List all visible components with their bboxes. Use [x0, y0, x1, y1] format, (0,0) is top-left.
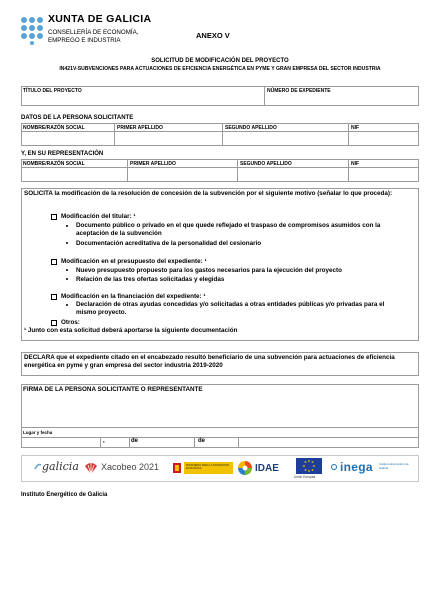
- rep-surname1-field[interactable]: [128, 168, 236, 181]
- rep-col-name: NOMBRE/RAZÓN SOCIAL: [23, 161, 85, 167]
- rep-col-surname1: PRIMER APELLIDO: [130, 161, 176, 167]
- applicant-col-surname1: PRIMER APELLIDO: [117, 125, 163, 131]
- bullet: [66, 242, 68, 244]
- ministerio-text: MINISTERIO PARA LA TRANSICIÓN ECOLÓGICA: [186, 464, 229, 470]
- applicant-col-nif: NIF: [351, 125, 360, 131]
- rep-name-field[interactable]: [22, 168, 126, 181]
- project-title-field[interactable]: [22, 95, 263, 105]
- applicant-nif-field[interactable]: [349, 132, 418, 145]
- eu-logo: [294, 458, 326, 480]
- applicant-col-surname2: SEGUNDO APELLIDO: [225, 125, 277, 131]
- date-comma: ,: [103, 438, 105, 444]
- xunta-emblem-icon: [19, 15, 45, 45]
- option-titular-label: Modificación del titular: ¹: [61, 213, 136, 220]
- option-budget-label: Modificación en el presupuesto del expediente: ¹: [61, 258, 207, 265]
- file-number-label: NÚMERO DE EXPEDIENTE: [267, 88, 331, 94]
- option-budget-bullet-2: Relación de las tres ofertas solicitadas y elegidas: [76, 276, 225, 283]
- applicant-name-field[interactable]: [22, 132, 113, 145]
- idae-wordmark: IDAE: [255, 463, 279, 474]
- rep-surname2-field[interactable]: [238, 168, 347, 181]
- bullet: [66, 278, 68, 280]
- option-budget-bullet-1: Nuevo presupuesto propuesto para los gastos necesarios para la ejecución del proyecto: [76, 267, 342, 274]
- bullet: [66, 269, 68, 271]
- declaration-text: [24, 354, 416, 370]
- form-title: SOLICITUD DE MODIFICACIÓN DEL PROYECTO: [151, 58, 289, 64]
- signature-area[interactable]: [22, 395, 418, 425]
- option-titular-checkbox[interactable]: [51, 214, 57, 220]
- option-financing-label: Modificación en la financiación del expediente: ¹: [61, 293, 206, 300]
- date-de-2: de: [198, 438, 206, 444]
- idae-logo: [237, 460, 279, 476]
- xunta-name: XUNTA DE GALICIA: [48, 13, 152, 25]
- representative-heading: Y, EN SU REPRESENTACIÓN: [21, 151, 104, 157]
- anexo-label: ANEXO V: [196, 31, 230, 40]
- scallop-shell-icon: [84, 461, 98, 475]
- signature-heading: FIRMA DE LA PERSONA SOLICITANTE O REPRESENTANTE: [23, 386, 203, 393]
- day-field[interactable]: [107, 438, 130, 447]
- ministerio-logo: [172, 461, 234, 475]
- place-field[interactable]: [22, 438, 101, 447]
- option-other-label: Otros:: [61, 319, 80, 326]
- inega-wordmark: inega: [340, 460, 373, 474]
- request-intro-bold: SOLICITA: [24, 190, 53, 197]
- galicia-swoosh-icon: [34, 463, 42, 471]
- declaration-bold: DECLARA: [24, 354, 55, 361]
- applicant-col-name: NOMBRE/RAZÓN SOCIAL: [23, 125, 85, 131]
- request-footnote: ¹ Junto con esta solicitud deberá aportarse la siguiente documentación: [24, 327, 238, 334]
- galicia-logo: [34, 460, 80, 476]
- spain-coat-of-arms-icon: [172, 462, 182, 474]
- idae-flower-icon: [237, 460, 253, 476]
- option-titular-bullet-1: Documento público o privado en el que quede reflejado el traspaso de compromisos asumidos con la aceptación de la subvención: [76, 222, 381, 237]
- declaration-body: que el expediente citado en el encabezado resultó beneficiario de una subvención para actuaciones de eficiencia energética en pyme y gran empresa del sector industria 2019-2020: [24, 354, 395, 369]
- footer-institute: Instituto Energético de Galicia: [21, 492, 108, 498]
- bullet: [66, 225, 68, 227]
- xunta-logo: [19, 12, 159, 50]
- eu-stars-icon: [296, 458, 322, 474]
- conselleria-line-2: EMPREGO E INDUSTRIA: [48, 37, 121, 44]
- place-date-label: Lugar y fecha: [23, 430, 53, 435]
- bullet: [66, 304, 68, 306]
- xacobeo-logo: [84, 460, 164, 476]
- project-title-label: TÍTULO DEL PROYECTO: [23, 88, 82, 94]
- rep-col-nif: NIF: [351, 161, 360, 167]
- date-de-1: de: [131, 438, 139, 444]
- option-other-checkbox[interactable]: [51, 320, 57, 326]
- option-other-field[interactable]: [86, 318, 406, 326]
- request-intro: [24, 190, 414, 198]
- applicant-surname1-field[interactable]: [115, 132, 221, 145]
- file-number-field[interactable]: [266, 95, 418, 105]
- request-intro-text: la modificación de la resolución de concesión de la subvención por el siguiente motivo (señalar lo que proceda):: [52, 190, 393, 197]
- option-titular-bullet-2: Documentación acreditativa de la personalidad del cesionario: [76, 240, 262, 247]
- month-field[interactable]: [142, 438, 195, 447]
- inega-subtitle: Instituto Enerxético de Galicia: [379, 462, 409, 470]
- inega-dot-icon: [331, 464, 337, 470]
- galicia-wordmark: galicia: [42, 460, 79, 473]
- applicant-heading: DATOS DE LA PERSONA SOLICITANTE: [21, 115, 134, 121]
- conselleria-line-1: CONSELLERÍA DE ECONOMÍA,: [48, 29, 139, 36]
- eu-caption: Unión Europea: [294, 475, 316, 479]
- applicant-surname2-field[interactable]: [223, 132, 347, 145]
- rep-nif-field[interactable]: [349, 168, 418, 181]
- inega-logo: [331, 460, 417, 476]
- xacobeo-wordmark: Xacobeo 2021: [101, 462, 160, 472]
- option-financing-bullet-1: Declaración de otras ayudas concedidas y/o solicitadas a otras entidades públicas y/o privadas para el mismo proyecto.: [76, 301, 385, 316]
- option-budget-checkbox[interactable]: [51, 259, 57, 265]
- option-financing-checkbox[interactable]: [51, 294, 57, 300]
- year-field[interactable]: [209, 438, 239, 447]
- form-subtitle: IN421V-SUBVENCIONES PARA ACTUACIONES DE EFICIENCIA ENERGÉTICA EN PYME Y GRAN EMPRESA DEL SECTOR INDUSTRIA: [59, 66, 381, 72]
- rep-col-surname2: SEGUNDO APELLIDO: [240, 161, 292, 167]
